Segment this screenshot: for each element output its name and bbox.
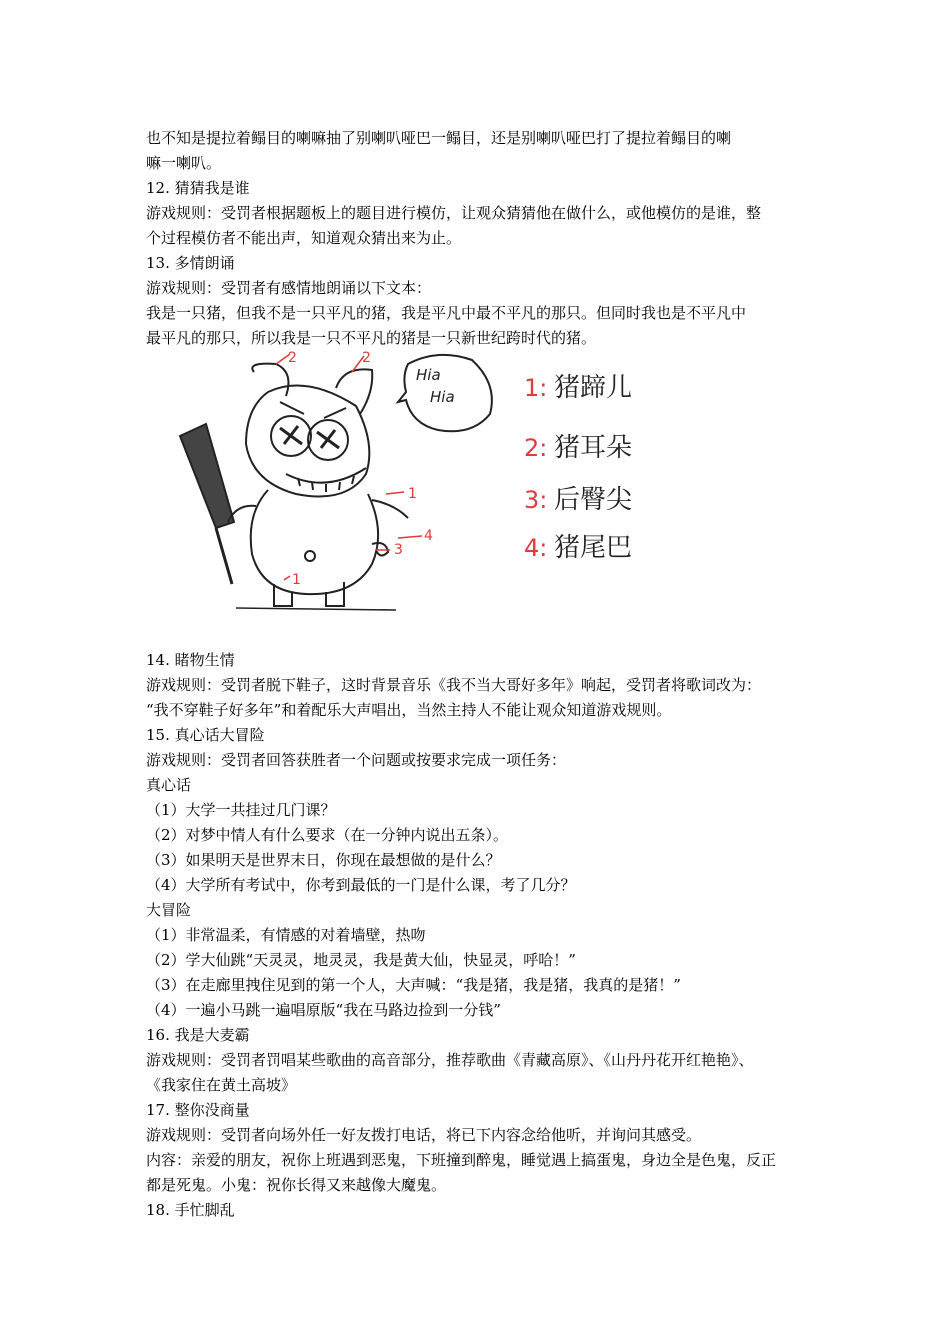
text-line: 游戏规则：受罚者向场外任一好友拨打电话，将已下内容念给他听，并询问其感受。 xyxy=(146,1126,702,1144)
text-line: 我是一只猪，但我不是一只平凡的猪，我是平凡中最不平凡的那只。但同时我也是不平凡中 xyxy=(146,304,747,322)
cleaver-icon xyxy=(180,424,234,584)
marker-leg: 1 xyxy=(292,572,301,588)
marker-hip: 3 xyxy=(394,542,403,558)
text-line: 14. 睹物生情 xyxy=(146,651,235,669)
text-line: （3）在走廊里拽住见到的第一个人，大声喊：“我是猪，我是猪，我真的是猪！” xyxy=(146,976,681,994)
bubble-line-2: Hia xyxy=(430,388,455,406)
text-line: 18. 手忙脚乱 xyxy=(146,1201,235,1219)
pig-drawing xyxy=(176,344,676,629)
text-line: （2）对梦中情人有什么要求（在一分钟内说出五条）。 xyxy=(146,826,509,844)
text-line: （3）如果明天是世界末日，你现在最想做的是什么？ xyxy=(146,851,501,869)
legend-num-3: 3: xyxy=(524,486,548,514)
marker-ear-right: 2 xyxy=(362,350,371,366)
speech-bubble xyxy=(398,355,492,431)
text-line: 嘛一喇叭。 xyxy=(146,154,222,172)
text-line: “我不穿鞋子好多年”和着配乐大声唱出，当然主持人不能让观众知道游戏规则。 xyxy=(146,701,672,719)
text-line: （4）大学所有考试中，你考到最低的一门是什么课，考了几分？ xyxy=(146,876,576,894)
text-line: 游戏规则：受罚者回答获胜者一个问题或按要求完成一项任务： xyxy=(146,751,567,769)
text-line: 最平凡的那只，所以我是一只不平凡的猪是一只新世纪跨时代的猪。 xyxy=(146,329,597,347)
text-line: 游戏规则：受罚者根据题板上的题目进行模仿，让观众猜猜他在做什么，或他模仿的是谁，整 xyxy=(146,204,762,222)
text-line: 16. 我是大麦霸 xyxy=(146,1026,250,1044)
text-line: （4）一遍小马跳一遍唱原版“我在马路边捡到一分钱” xyxy=(146,1001,501,1019)
text-line: 也不知是提拉着鳎目的喇嘛抽了别喇叭哑巴一鳎目，还是别喇叭哑巴打了提拉着鳎目的喇 xyxy=(146,129,732,147)
text-line: 15. 真心话大冒险 xyxy=(146,726,265,744)
text-line: 12. 猜猜我是谁 xyxy=(146,179,250,197)
legend xyxy=(524,373,632,563)
text-line: 都是死鬼。小鬼：祝你长得又来越像大魔鬼。 xyxy=(146,1176,447,1194)
text-line: 大冒险 xyxy=(146,901,192,919)
legend-text-1: 猪蹄儿 xyxy=(554,373,633,403)
marker-ear-left: 2 xyxy=(288,350,297,366)
legend-text-2: 猪耳朵 xyxy=(554,433,633,463)
marker-arm: 1 xyxy=(408,486,417,502)
pig-icon xyxy=(228,364,408,610)
text-line: （2）学大仙跳“天灵灵，地灵灵，我是黄大仙，快显灵，呼哈！” xyxy=(146,951,576,969)
text-line: 游戏规则：受罚者脱下鞋子，这时背景音乐《我不当大哥好多年》响起，受罚者将歌词改为： xyxy=(146,676,762,694)
pig-illustration xyxy=(176,344,676,629)
marker-tail: 4 xyxy=(424,528,433,544)
text-line: 游戏规则：受罚者有感情地朗诵以下文本： xyxy=(146,279,432,297)
text-line: 内容：亲爱的朋友，祝你上班遇到恶鬼，下班撞到醉鬼，睡觉遇上搞蛋鬼，身边全是色鬼，反正 xyxy=(146,1151,777,1169)
text-line: 13. 多情朗诵 xyxy=(146,254,235,272)
text-line: （1）大学一共挂过几门课？ xyxy=(146,801,336,819)
legend-num-4: 4: xyxy=(524,534,548,562)
text-line: （1）非常温柔，有情感的对着墙壁，热吻 xyxy=(146,926,426,944)
bubble-line-1: Hia xyxy=(416,366,441,384)
text-line: 真心话 xyxy=(146,776,192,794)
legend-num-1: 1: xyxy=(524,374,548,402)
legend-text-4: 猪尾巴 xyxy=(554,533,633,563)
text-line: 《我家住在黄土高坡》 xyxy=(146,1076,297,1094)
text-line: 17. 整你没商量 xyxy=(146,1101,250,1119)
text-line: 游戏规则：受罚者罚唱某些歌曲的高音部分，推荐歌曲《青藏高原》、《山丹丹花开红艳艳》、 xyxy=(146,1051,754,1069)
legend-text-3: 后臀尖 xyxy=(554,485,633,515)
text-line: 个过程模仿者不能出声，知道观众猜出来为止。 xyxy=(146,229,462,247)
legend-num-2: 2: xyxy=(524,434,548,462)
